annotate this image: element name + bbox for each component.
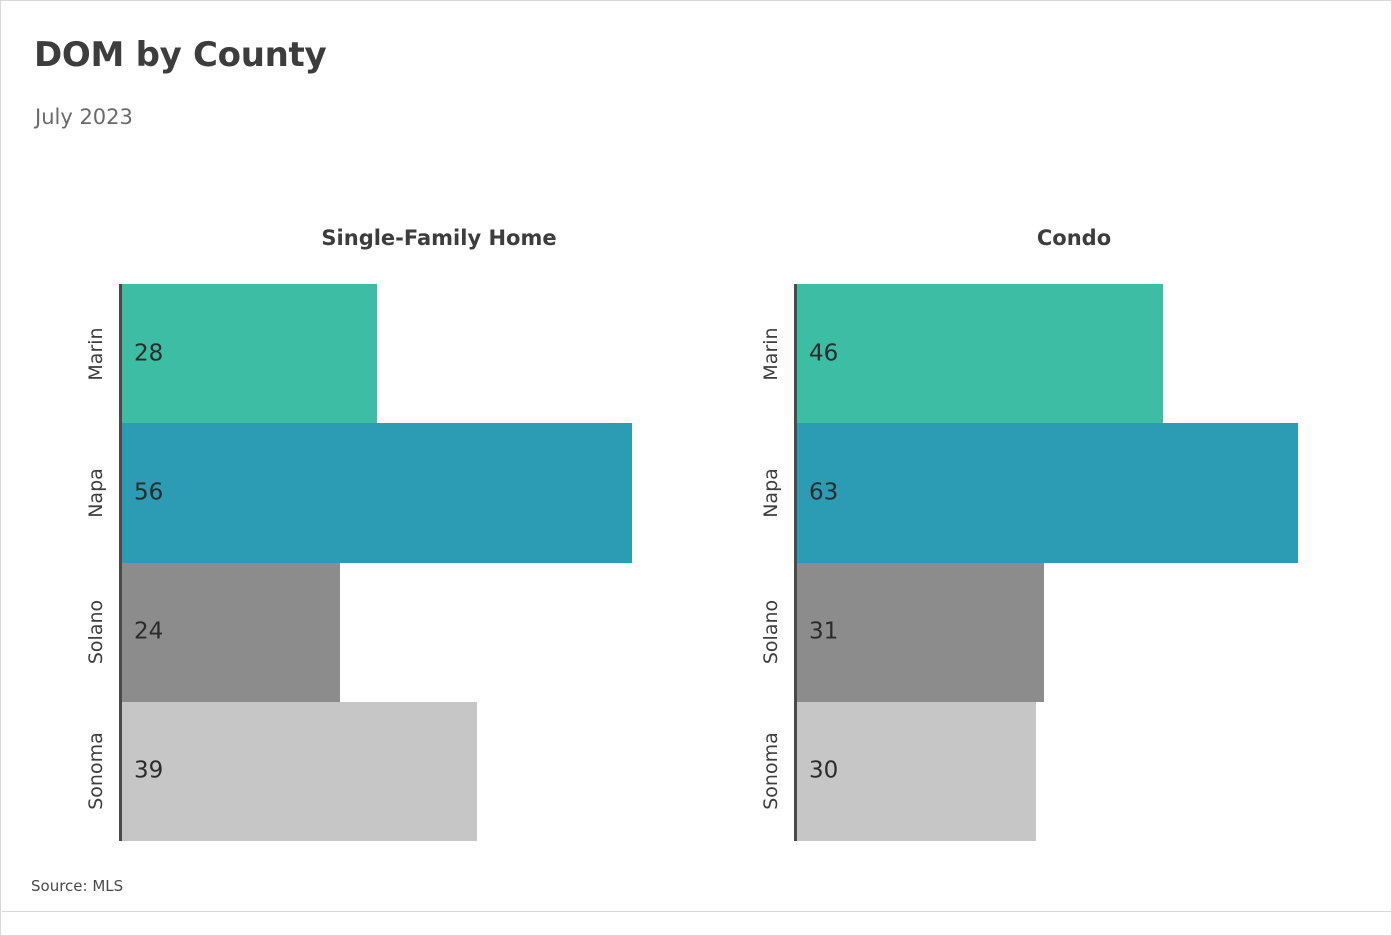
bar[interactable] xyxy=(122,563,340,702)
plot-area xyxy=(85,284,759,841)
category-label: Solano xyxy=(760,599,782,665)
bar-value-label: 56 xyxy=(134,479,164,506)
category-label: Marin xyxy=(85,327,107,381)
page-title: DOM by County xyxy=(34,35,327,75)
source-note: Source: MLS xyxy=(31,877,124,895)
bar[interactable] xyxy=(122,702,477,841)
bar-row xyxy=(85,702,759,841)
bar-value-label: 39 xyxy=(134,757,164,784)
bar-value-label: 28 xyxy=(134,340,164,367)
bar[interactable] xyxy=(797,284,1163,423)
bar-row xyxy=(85,284,759,423)
plot-area xyxy=(760,284,1354,841)
bar-value-label: 31 xyxy=(809,618,839,645)
bar-value-label: 30 xyxy=(809,757,839,784)
category-label: Napa xyxy=(760,468,782,518)
bar-row xyxy=(760,563,1354,702)
panel-title: Single-Family Home xyxy=(321,226,557,250)
category-label: Napa xyxy=(85,468,107,518)
bar-row xyxy=(760,702,1354,841)
bar[interactable] xyxy=(122,423,632,562)
bar[interactable] xyxy=(797,423,1298,562)
bar-row xyxy=(760,284,1354,423)
panel-title: Condo xyxy=(1036,226,1112,250)
bar[interactable] xyxy=(122,284,377,423)
bar-value-label: 24 xyxy=(134,618,164,645)
bar-rows xyxy=(85,284,759,841)
footer-divider xyxy=(2,911,1392,912)
bar[interactable] xyxy=(797,702,1036,841)
bar-value-label: 63 xyxy=(809,479,839,506)
bar-row xyxy=(85,563,759,702)
bar-value-label: 46 xyxy=(809,340,839,367)
bar-row xyxy=(760,423,1354,562)
category-label: Solano xyxy=(85,599,107,665)
bar[interactable] xyxy=(797,563,1044,702)
category-label: Marin xyxy=(760,327,782,381)
bar-rows xyxy=(760,284,1354,841)
bar-row xyxy=(85,423,759,562)
chart-panel-single-family-home xyxy=(85,226,759,841)
category-label: Sonoma xyxy=(760,732,782,811)
page-subtitle: July 2023 xyxy=(35,105,133,129)
chart-panel-condo xyxy=(760,226,1354,841)
category-label: Sonoma xyxy=(85,732,107,811)
